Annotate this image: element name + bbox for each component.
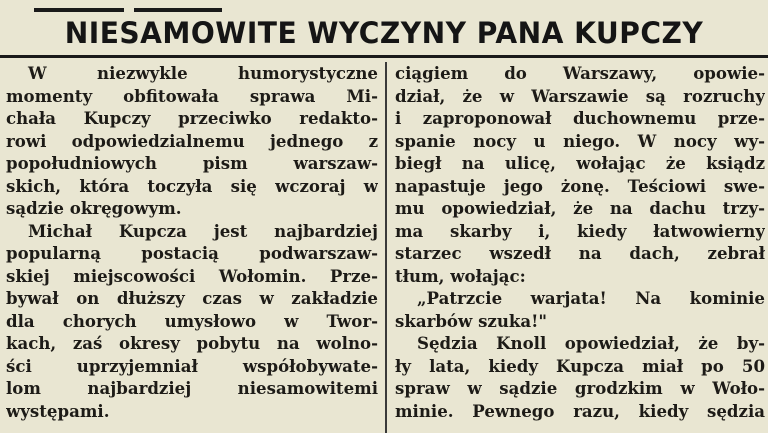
text-line: ciągiem do Warszawy, opowie- bbox=[395, 63, 765, 83]
text-line: mu opowiedział, że na dachu trzy- bbox=[395, 198, 765, 218]
text-line: minie. Pewnego razu, kiedy sędzia bbox=[395, 400, 765, 421]
text-line: popołudniowych pism warszaw- bbox=[6, 153, 378, 173]
text-line: skarbów szuka!" bbox=[395, 310, 548, 331]
text-line: Michał Kupcza jest najbardziej bbox=[28, 220, 378, 241]
top-rule-right bbox=[134, 8, 222, 12]
text-line: spraw w sądzie grodzkim w Woło- bbox=[395, 378, 765, 398]
text-line: ły lata, kiedy Kupcza miał po 50 bbox=[395, 355, 765, 376]
column-divider bbox=[385, 62, 387, 433]
text-line: ści uprzyjemniał współobywate- bbox=[6, 355, 378, 376]
right-column bbox=[395, 62, 765, 422]
text-line: spanie nocy u niego. W nocy wy- bbox=[395, 130, 765, 151]
text-line: występami. bbox=[6, 400, 110, 421]
text-line: rowi odpowiedzialnemu jednego z bbox=[6, 130, 378, 151]
text-line: dział, że w Warszawie są rozruchy bbox=[395, 85, 765, 106]
article-headline: NIESAMOWITE WYCZYNY PANA KUPCZY bbox=[64, 16, 704, 50]
text-line: ma skarby i, kiedy łatwowierny bbox=[395, 220, 765, 241]
top-rule-left bbox=[34, 8, 124, 12]
left-column bbox=[6, 62, 378, 422]
text-line: chała Kupczy przeciwko redakto- bbox=[6, 108, 378, 128]
text-line: biegł na ulicę, wołając że ksiądz bbox=[395, 153, 765, 173]
headline-rule bbox=[0, 55, 768, 58]
text-line: lom najbardziej niesamowitemi bbox=[6, 378, 378, 398]
text-line: starzec wszedł na dach, zebrał bbox=[395, 243, 765, 263]
text-line: sądzie okręgowym. bbox=[6, 198, 182, 218]
text-line: bywał on dłuższy czas w zakładzie bbox=[6, 288, 378, 308]
text-line: napastuje jego żonę. Teściowi swe- bbox=[395, 175, 765, 196]
text-line: skich, która toczyła się wczoraj w bbox=[6, 175, 378, 196]
text-line: tłum, wołając: bbox=[395, 265, 526, 286]
text-line: popularną postacią podwarszaw- bbox=[6, 243, 378, 263]
text-line: W niezwykle humorystyczne bbox=[28, 63, 378, 83]
text-line: skiej miejscowości Wołomin. Prze- bbox=[6, 265, 378, 286]
text-line: dla chorych umysłowo w Twor- bbox=[6, 310, 378, 331]
text-line: kach, zaś okresy pobytu na wolno- bbox=[6, 333, 378, 353]
text-line: i zaproponował duchownemu prze- bbox=[395, 108, 765, 128]
text-line: momenty obfitowała sprawa Mi- bbox=[6, 85, 378, 106]
text-line: „Patrzcie warjata! Na kominie bbox=[417, 288, 765, 308]
text-line: Sędzia Knoll opowiedział, że by- bbox=[417, 333, 765, 353]
